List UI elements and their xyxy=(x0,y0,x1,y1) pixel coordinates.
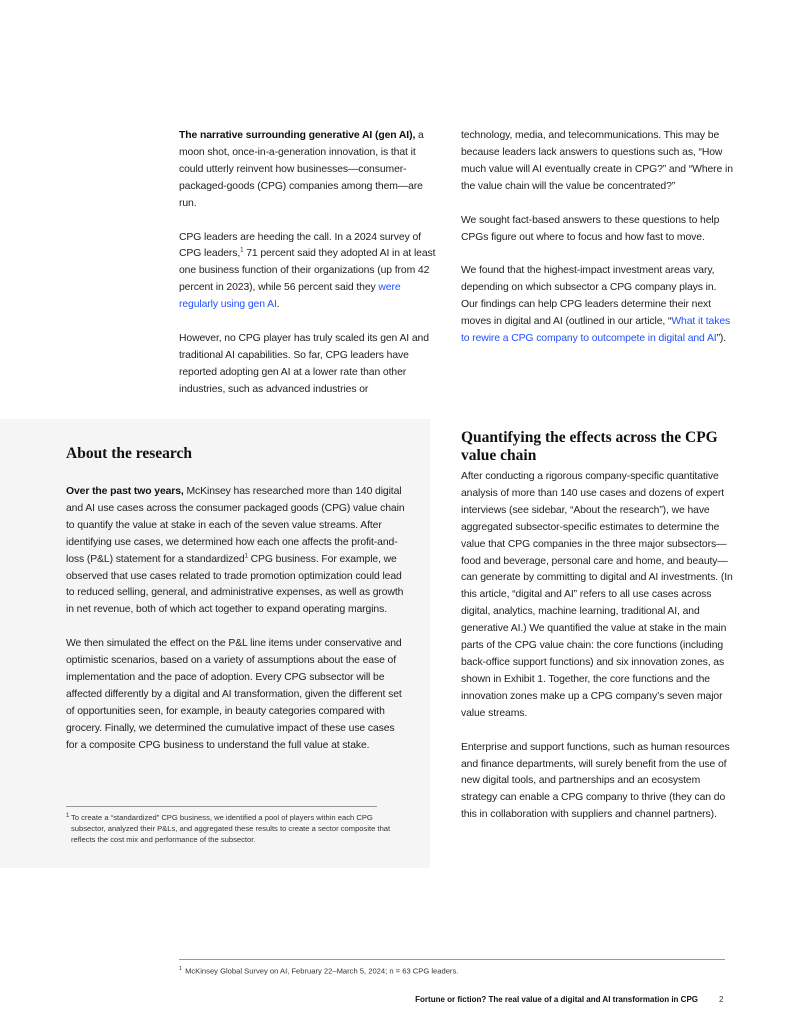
running-footer-title: Fortune or fiction? The real value of a digital and AI transformation in CPG xyxy=(415,995,698,1004)
page-footnote-number: 1 xyxy=(179,966,183,972)
intro-paragraph-2 xyxy=(179,230,439,315)
sidebar-footnote-divider xyxy=(66,806,377,807)
rewire-cpg-article-link[interactable]: What it takes to rewire a CPG company to outcompete in digital and AI xyxy=(461,316,731,345)
intro-column-left xyxy=(179,128,439,399)
sidebar-paragraph-2: We then simulated the effect on the P&L line items under conservative and optimistic scenarios, based on a variety of assumptions about the ease of implementation and the pace of adoption. Every CPG subsector will be affected differently by a digital and AI transformation, given the different set of opportunities seen, for example, in beauty categories compared with grocery. Finally, we determined the cumulative impact of these use cases for a composite CPG business to understand the full value at stake. xyxy=(66,638,402,751)
intro-paragraph-5: We sought fact-based answers to these questions to help CPGs figure out where to focus and how fast to move. xyxy=(461,214,720,243)
sidebar-footnote xyxy=(66,812,401,845)
intro-paragraph-3: However, no CPG player has truly scaled its gen AI and traditional AI capabilities. So far, CPG leaders have reported adopting gen AI at a lower rate than other industries, such as advanced industries or xyxy=(179,333,429,395)
section-body xyxy=(461,469,733,824)
intro-column-right xyxy=(461,128,733,348)
sidebar-footnote-ref[interactable]: 1 xyxy=(244,553,248,560)
page-footnote xyxy=(179,964,725,977)
sidebar-paragraph-1 xyxy=(66,484,406,619)
gen-ai-survey-link[interactable]: were regularly using gen AI xyxy=(179,282,401,311)
sidebar-footnote-text: To create a “standardized” CPG business, we identified a pool of players within each CPG subsector, analyzed their P&Ls, and aggregated these results to create a sector composite that reflects the cost mix and performance of the subsector. xyxy=(71,813,391,844)
sidebar-footnote-number: 1 xyxy=(66,813,70,819)
intro-paragraph-2-text-c: . xyxy=(276,299,280,311)
intro-lead-in: The narrative surrounding generative AI (gen AI), xyxy=(179,130,416,141)
sidebar-body xyxy=(66,484,406,755)
footnote-divider xyxy=(179,959,725,960)
intro-paragraph-6-text-b: ”). xyxy=(716,333,727,345)
section-paragraph-1: After conducting a rigorous company-specific quantitative analysis of more than 140 use cases and dozens of expert interviews (see sidebar, “About the research”), we have aggregated subsector-specific estimates to determine the value that CPG companies in the three major subsectors—food and beverage, personal care and home, and beauty—can generate by committing to digital and AI investments. (In this article, “digital and AI” refers to all use cases across digital, analytics, machine learning, traditional AI, and generative AI.) We quantified the value at stake in the main parts of the CPG value chain: the core functions (including back-office support functions) and six innovation zones, as shown in Exhibit 1. Together, the core functions and the innovation zones make up a CPG company’s seven major value streams. xyxy=(461,471,733,719)
page-footnote-text: McKinsey Global Survey on AI, February 22–March 5, 2024; n = 63 CPG leaders. xyxy=(185,966,459,976)
page-number: 2 xyxy=(719,995,724,1004)
section-heading: Quantifying the effects across the CPG value chain xyxy=(461,429,718,464)
intro-paragraph-6 xyxy=(461,263,733,348)
intro-paragraph-1-text: a moon shot, once-in-a-generation innovation, is that it could utterly reinvent how businesses—consumer-packaged-goods (CPG) companies among them—are run. xyxy=(179,130,424,209)
intro-paragraph-4: technology, media, and telecommunications. This may be because leaders lack answers to questions such as, “How much value will AI eventually create in CPG?” and “Where in the value chain will the value be concentrated?” xyxy=(461,130,733,192)
intro-paragraph-6-text-a: We found that the highest-impact investment areas vary, depending on which subsector a CPG company plays in. Our findings can help CPG leaders determine their next moves in digital and AI (outlined in our article, “ xyxy=(461,265,717,328)
intro-paragraph-1 xyxy=(179,128,439,213)
section-paragraph-2: Enterprise and support functions, such as human resources and finance departments, will surely benefit from the use of new digital tools, and partnerships and an ecosystem strategy can enable a CPG company to thrive (they can do this in collaboration with suppliers and channel partners). xyxy=(461,741,730,821)
sidebar-title: About the research xyxy=(66,445,192,462)
footnote-ref-1[interactable]: 1 xyxy=(240,247,244,254)
sidebar-paragraph-1-text-a: McKinsey has researched more than 140 digital and AI use cases across the consumer packaged goods (CPG) value chain to quantify the value at stake in each of the seven value streams. After identifying use cases, we determined how each one affects the profit-and-loss (P&L) statement for a standardized xyxy=(66,486,405,565)
intro-paragraph-2-text-a: CPG leaders are heeding the call. In a 2024 survey of CPG leaders, xyxy=(179,231,421,260)
sidebar-lead-in: Over the past two years, xyxy=(66,486,184,497)
intro-paragraph-2-text-b: 71 percent said they adopted AI in at least one business function of their organizations (up from 42 percent in 2023), while 56 percent said they xyxy=(179,248,436,294)
sidebar-paragraph-1-text-b: CPG business. For example, we observed that use cases related to trade promotion optimization could lead to reduced selling, general, and administrative expenses, as well as growth in net revenue, both of which act together to expand operating margins. xyxy=(66,553,404,616)
